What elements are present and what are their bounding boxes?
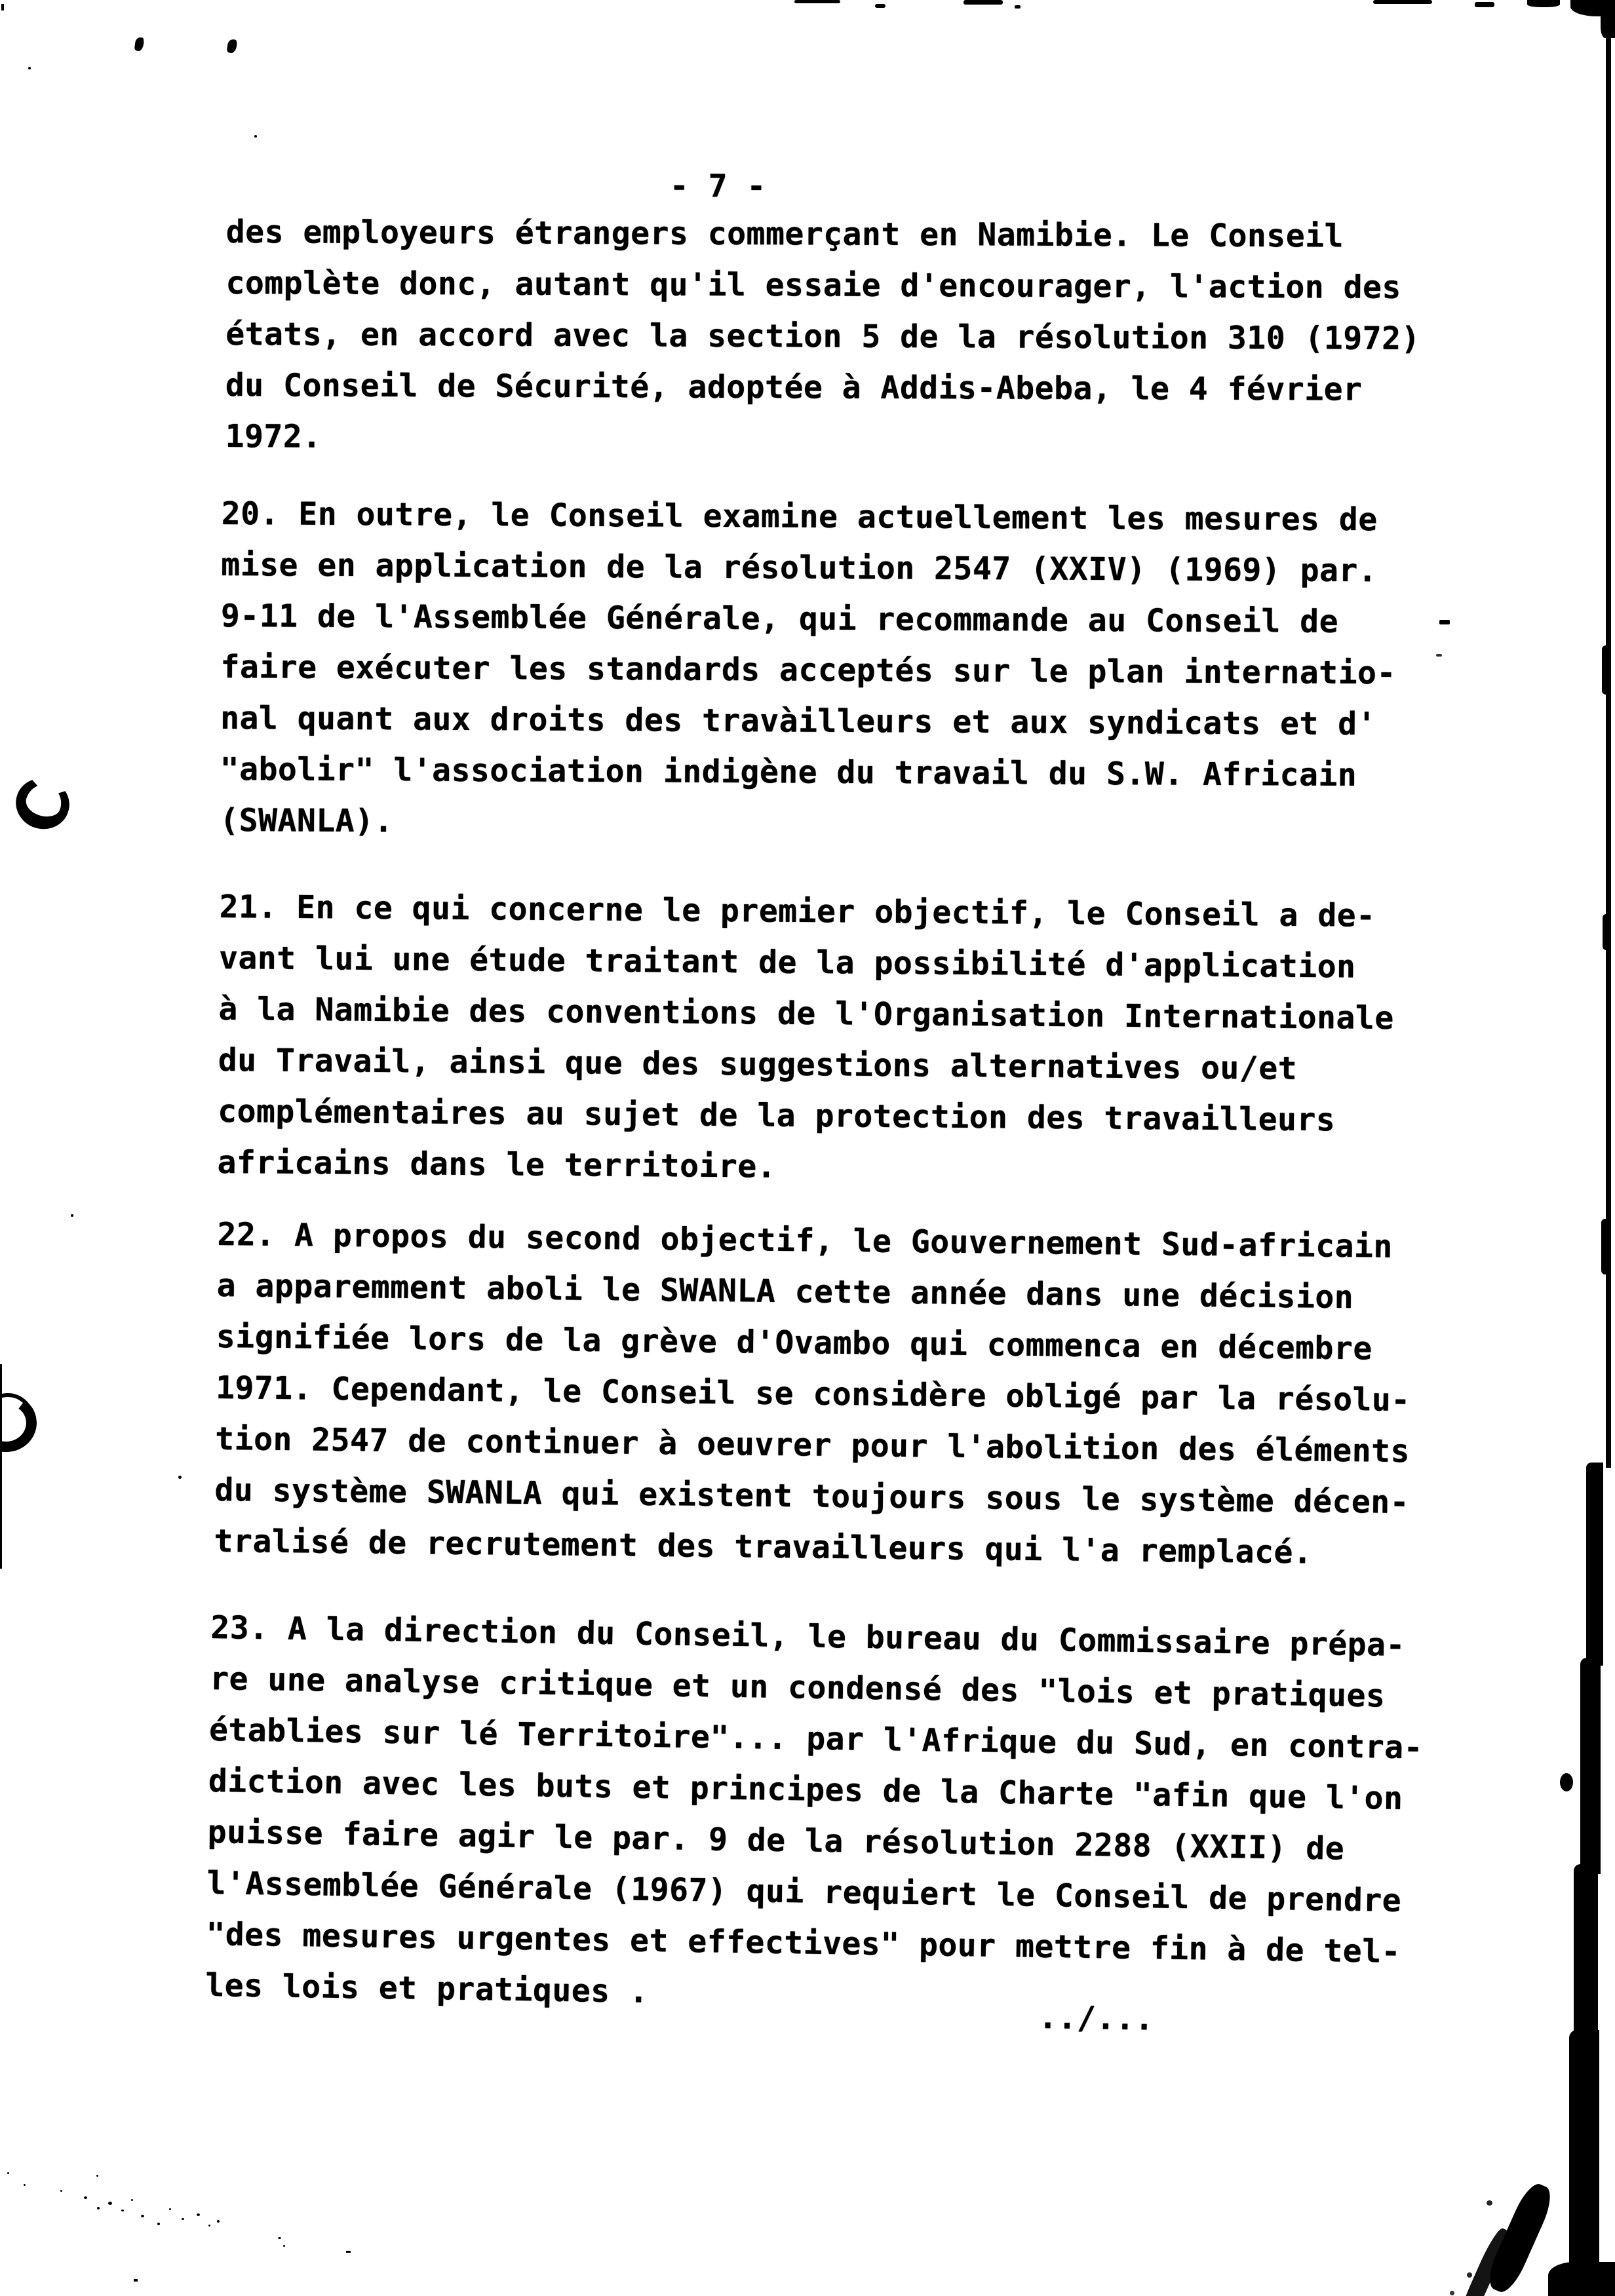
text-line: des employeurs étrangers commerçant en Namibie. Le Conseil: [225, 213, 1344, 255]
speckle: [178, 1476, 182, 1479]
text-line: l'Assemblée Générale (1967) qui requiert le Conseil de prendre: [206, 1864, 1402, 1919]
speckle: [60, 2190, 62, 2192]
text-line: du Conseil de Sécurité, adoptée à Addis-Abeba, le 4 février: [225, 366, 1363, 408]
hole-punch-ring: [9, 771, 76, 836]
text-line: complémentaires au sujet de la protection des travailleurs: [218, 1092, 1336, 1139]
text-line: complète donc, autant qu'il essaie d'encourager, l'action des: [225, 264, 1401, 306]
speckle: [1, 4, 4, 10]
text-line: re une analyse critique et un condensé des "lois et pratiques: [209, 1660, 1386, 1715]
text-line: 21. En ce qui concerne le premier objectif, le Conseil a de-: [219, 888, 1376, 934]
text-line: 1972.: [225, 417, 322, 455]
text-line: 22. A propos du second objectif, le Gouvernement Sud-africain: [217, 1215, 1393, 1265]
text-line: 23. A la direction du Conseil, le bureau du Commissaire prépa-: [210, 1609, 1406, 1664]
speckle: [71, 1214, 73, 1217]
scan-edge-streak-bump: [1601, 1219, 1609, 1274]
text-line: "des mesures urgentes et effectives" pour mettre fin à de tel-: [206, 1915, 1401, 1970]
continuation-mark: ../...: [1038, 1999, 1155, 2038]
scan-edge-streak-bump: [1602, 645, 1610, 695]
scan-edge-streak: [1586, 1463, 1603, 1666]
scan-edge-streak: [1574, 1864, 1598, 2041]
speckle: [169, 2208, 171, 2210]
speckle: [283, 2245, 285, 2247]
text-line: du Travail, ainsi que des suggestions alternatives ou/et: [218, 1041, 1298, 1087]
speckle: [346, 2251, 351, 2253]
speckle: [108, 2202, 112, 2205]
speckle: [217, 2220, 220, 2223]
speckle: [7, 2172, 9, 2174]
text-line: puisse faire agir le par. 9 de la résolution 2288 (XXII) de: [207, 1813, 1345, 1867]
ink-mark-apostrophe: [134, 37, 145, 52]
scan-edge-mark-top: [963, 0, 1003, 5]
speckle: [97, 2207, 100, 2210]
text-line: tralisé de recrutement des travailleurs qui l'a remplacé.: [214, 1522, 1313, 1571]
scan-edge-mark-top: [1475, 2, 1494, 7]
text-line: états, en accord avec la section 5 de la résolution 310 (1972): [225, 315, 1421, 357]
paragraph-23: [205, 1602, 1425, 2029]
speckle: [157, 2223, 160, 2225]
text-line: signifiée lors de la grève d'Ovambo qui commenca en décembre: [216, 1318, 1373, 1368]
text-line: 1971. Cependant, le Conseil se considère obligé par la résolu-: [215, 1369, 1411, 1419]
text-line: africains dans le territoire.: [217, 1143, 777, 1185]
speckle: [197, 2213, 200, 2216]
ink-dash: [1436, 654, 1442, 657]
text-line: mise en application de la résolution 2547 (XXIV) (1969) par.: [221, 546, 1378, 590]
speckle: [134, 2279, 138, 2282]
ink-blob: [1560, 1773, 1573, 1791]
speckle: [121, 2210, 124, 2211]
paragraph-20: [220, 488, 1397, 852]
speckle: [1450, 2291, 1454, 2295]
ink-dash: [1439, 620, 1450, 624]
text-line: diction avec les buts et principes de la Charte "afin que l'on: [208, 1762, 1403, 1818]
speckle: [24, 2184, 26, 2186]
text-line: "abolir" l'association indigène du travail du S.W. Africain: [220, 750, 1357, 794]
speckle: [1487, 2200, 1492, 2206]
speckle: [182, 2218, 184, 2220]
scan-edge-mark-top: [794, 0, 840, 3]
page-number: - 7 -: [669, 167, 766, 205]
speckle: [84, 2196, 87, 2199]
text-line: à la Namibie des conventions de l'Organisation Internationale: [218, 990, 1394, 1037]
speckle: [1467, 2272, 1472, 2278]
scan-edge-streak: [1569, 2030, 1599, 2296]
text-line: 20. En outre, le Conseil examine actuellement les mesures de: [221, 495, 1378, 539]
speckle: [28, 67, 31, 69]
ink-mark-apostrophe: [227, 39, 238, 54]
scan-corner-blob: [1548, 2262, 1615, 2296]
scan-edge-mark-top: [1373, 0, 1432, 4]
text-line: tion 2547 de continuer à oeuvrer pour l'abolition des éléments: [215, 1420, 1411, 1470]
speckle: [208, 2225, 210, 2227]
text-line: 9-11 de l'Assemblée Générale, qui recommande au Conseil de: [220, 597, 1339, 640]
speckle: [141, 2215, 144, 2217]
text-line: vant lui une étude traitant de la possibilité d'application: [218, 939, 1356, 985]
text-line: du système SWANLA qui existent toujours sous le système décen-: [214, 1471, 1410, 1521]
scan-edge-streak-bump: [1603, 914, 1610, 950]
scan-edge-mark-top: [1527, 0, 1560, 7]
scan-edge-mark-top: [1015, 5, 1021, 9]
text-line: (SWANLA).: [220, 801, 394, 840]
scan-edge-streak: [1580, 1658, 1601, 1874]
text-line: a apparemment aboli le SWANLA cette année dans une décision: [216, 1267, 1354, 1316]
scan-edge-line-left: [0, 1364, 2, 1569]
text-line: faire exécuter les standards acceptés sur le plan internatio-: [220, 648, 1397, 692]
text-line: les lois et pratiques .: [204, 1966, 649, 2010]
paragraph-continuation: [225, 206, 1421, 467]
speckle: [96, 2175, 98, 2177]
text-line: nal quant aux droits des travàilleurs et aux syndicats et d': [220, 699, 1377, 743]
scan-corner-blob: [1601, 0, 1615, 38]
paragraph-21: [217, 881, 1395, 1197]
paragraph-22: [214, 1209, 1412, 1579]
speckle: [254, 135, 257, 138]
speckle: [278, 2237, 281, 2239]
speckle: [131, 2199, 133, 2201]
scan-edge-mark-top: [875, 4, 885, 8]
text-line: établies sur lé Territoire"... par l'Afrique du Sud, en contra-: [208, 1711, 1424, 1767]
